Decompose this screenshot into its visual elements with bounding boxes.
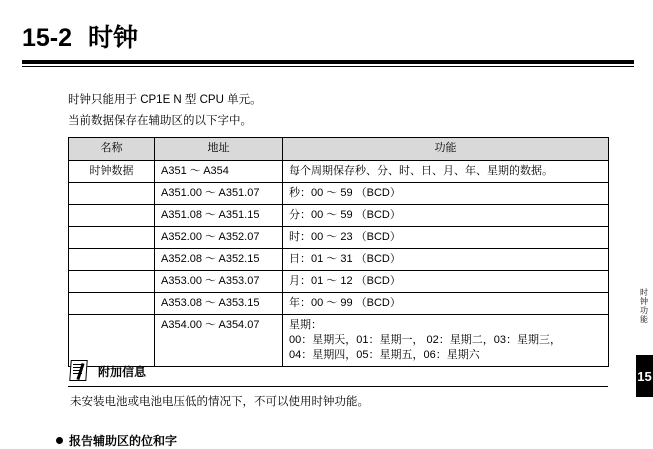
additional-info-title: 附加信息 <box>98 364 147 379</box>
table-row <box>69 205 609 227</box>
additional-info-header <box>68 358 608 384</box>
cell-name <box>69 271 155 293</box>
table-row <box>69 161 609 183</box>
cell-address: A351.00 ～ A351.07 <box>155 183 283 205</box>
cell-address: A353.00 ～ A353.07 <box>155 271 283 293</box>
heading-rule-thick <box>22 60 634 64</box>
cell-name: 时钟数据 <box>69 161 155 183</box>
section-title: 时钟 <box>88 24 139 52</box>
table-row <box>69 183 609 205</box>
cell-address: A354.00 ～ A354.07 <box>155 315 283 367</box>
bottom-bullet-text: 报告辅助区的位和字 <box>69 434 178 448</box>
side-vertical-text: 时钟功能 <box>640 288 648 324</box>
week-line-2: 04：星期四，05：星期五，06：星期六 <box>289 349 480 361</box>
table-row <box>69 293 609 315</box>
week-label: 星期： <box>289 319 322 331</box>
table-row <box>69 271 609 293</box>
week-line-1: 00：星期天，01：星期一， 02：星期二，03：星期三， <box>289 334 561 346</box>
cell-function: 每个周期保存秒、分、时、日、月、年、星期的数据。 <box>283 161 609 183</box>
bullet-dot-icon <box>56 437 63 444</box>
cell-address: A352.08 ～ A352.15 <box>155 249 283 271</box>
table-row <box>69 227 609 249</box>
cell-address: A353.08 ～ A353.15 <box>155 293 283 315</box>
additional-info-rule <box>68 386 608 387</box>
column-header-address: 地址 <box>155 138 283 161</box>
additional-info-text: 未安装电池或电池电压低的情况下，不可以使用时钟功能。 <box>70 396 369 408</box>
section-number: 15-2 <box>22 24 73 52</box>
clock-data-table <box>68 137 609 367</box>
cell-function: 月：01 ～ 12 （BCD） <box>283 271 609 293</box>
additional-info-box <box>68 358 608 409</box>
cell-function: 分：00 ～ 59 （BCD） <box>283 205 609 227</box>
cell-function: 时：00 ～ 23 （BCD） <box>283 227 609 249</box>
cell-function: 日：01 ～ 31 （BCD） <box>283 249 609 271</box>
intro-paragraph-2: 当前数据保存在辅助区的以下字中。 <box>68 115 252 127</box>
column-header-function: 功能 <box>283 138 609 161</box>
cell-name <box>69 293 155 315</box>
cell-function: 秒：00 ～ 59 （BCD） <box>283 183 609 205</box>
cell-address: A351.08 ～ A351.15 <box>155 205 283 227</box>
bottom-bullet-heading <box>56 432 177 449</box>
note-icon <box>68 359 90 383</box>
page-tab-number: 15 <box>636 355 653 397</box>
cell-address: A352.00 ～ A352.07 <box>155 227 283 249</box>
page-title <box>22 18 138 54</box>
column-header-name: 名称 <box>69 138 155 161</box>
table-row <box>69 249 609 271</box>
cell-name <box>69 183 155 205</box>
cell-name <box>69 249 155 271</box>
heading-rule-thin <box>22 66 634 67</box>
intro-paragraph-1: 时钟只能用于 CP1E N 型 CPU 单元。 <box>68 94 262 106</box>
table-header-row <box>69 138 609 161</box>
cell-name <box>69 205 155 227</box>
cell-function: 年：00 ～ 99 （BCD） <box>283 293 609 315</box>
cell-address: A351 ～ A354 <box>155 161 283 183</box>
cell-name <box>69 227 155 249</box>
